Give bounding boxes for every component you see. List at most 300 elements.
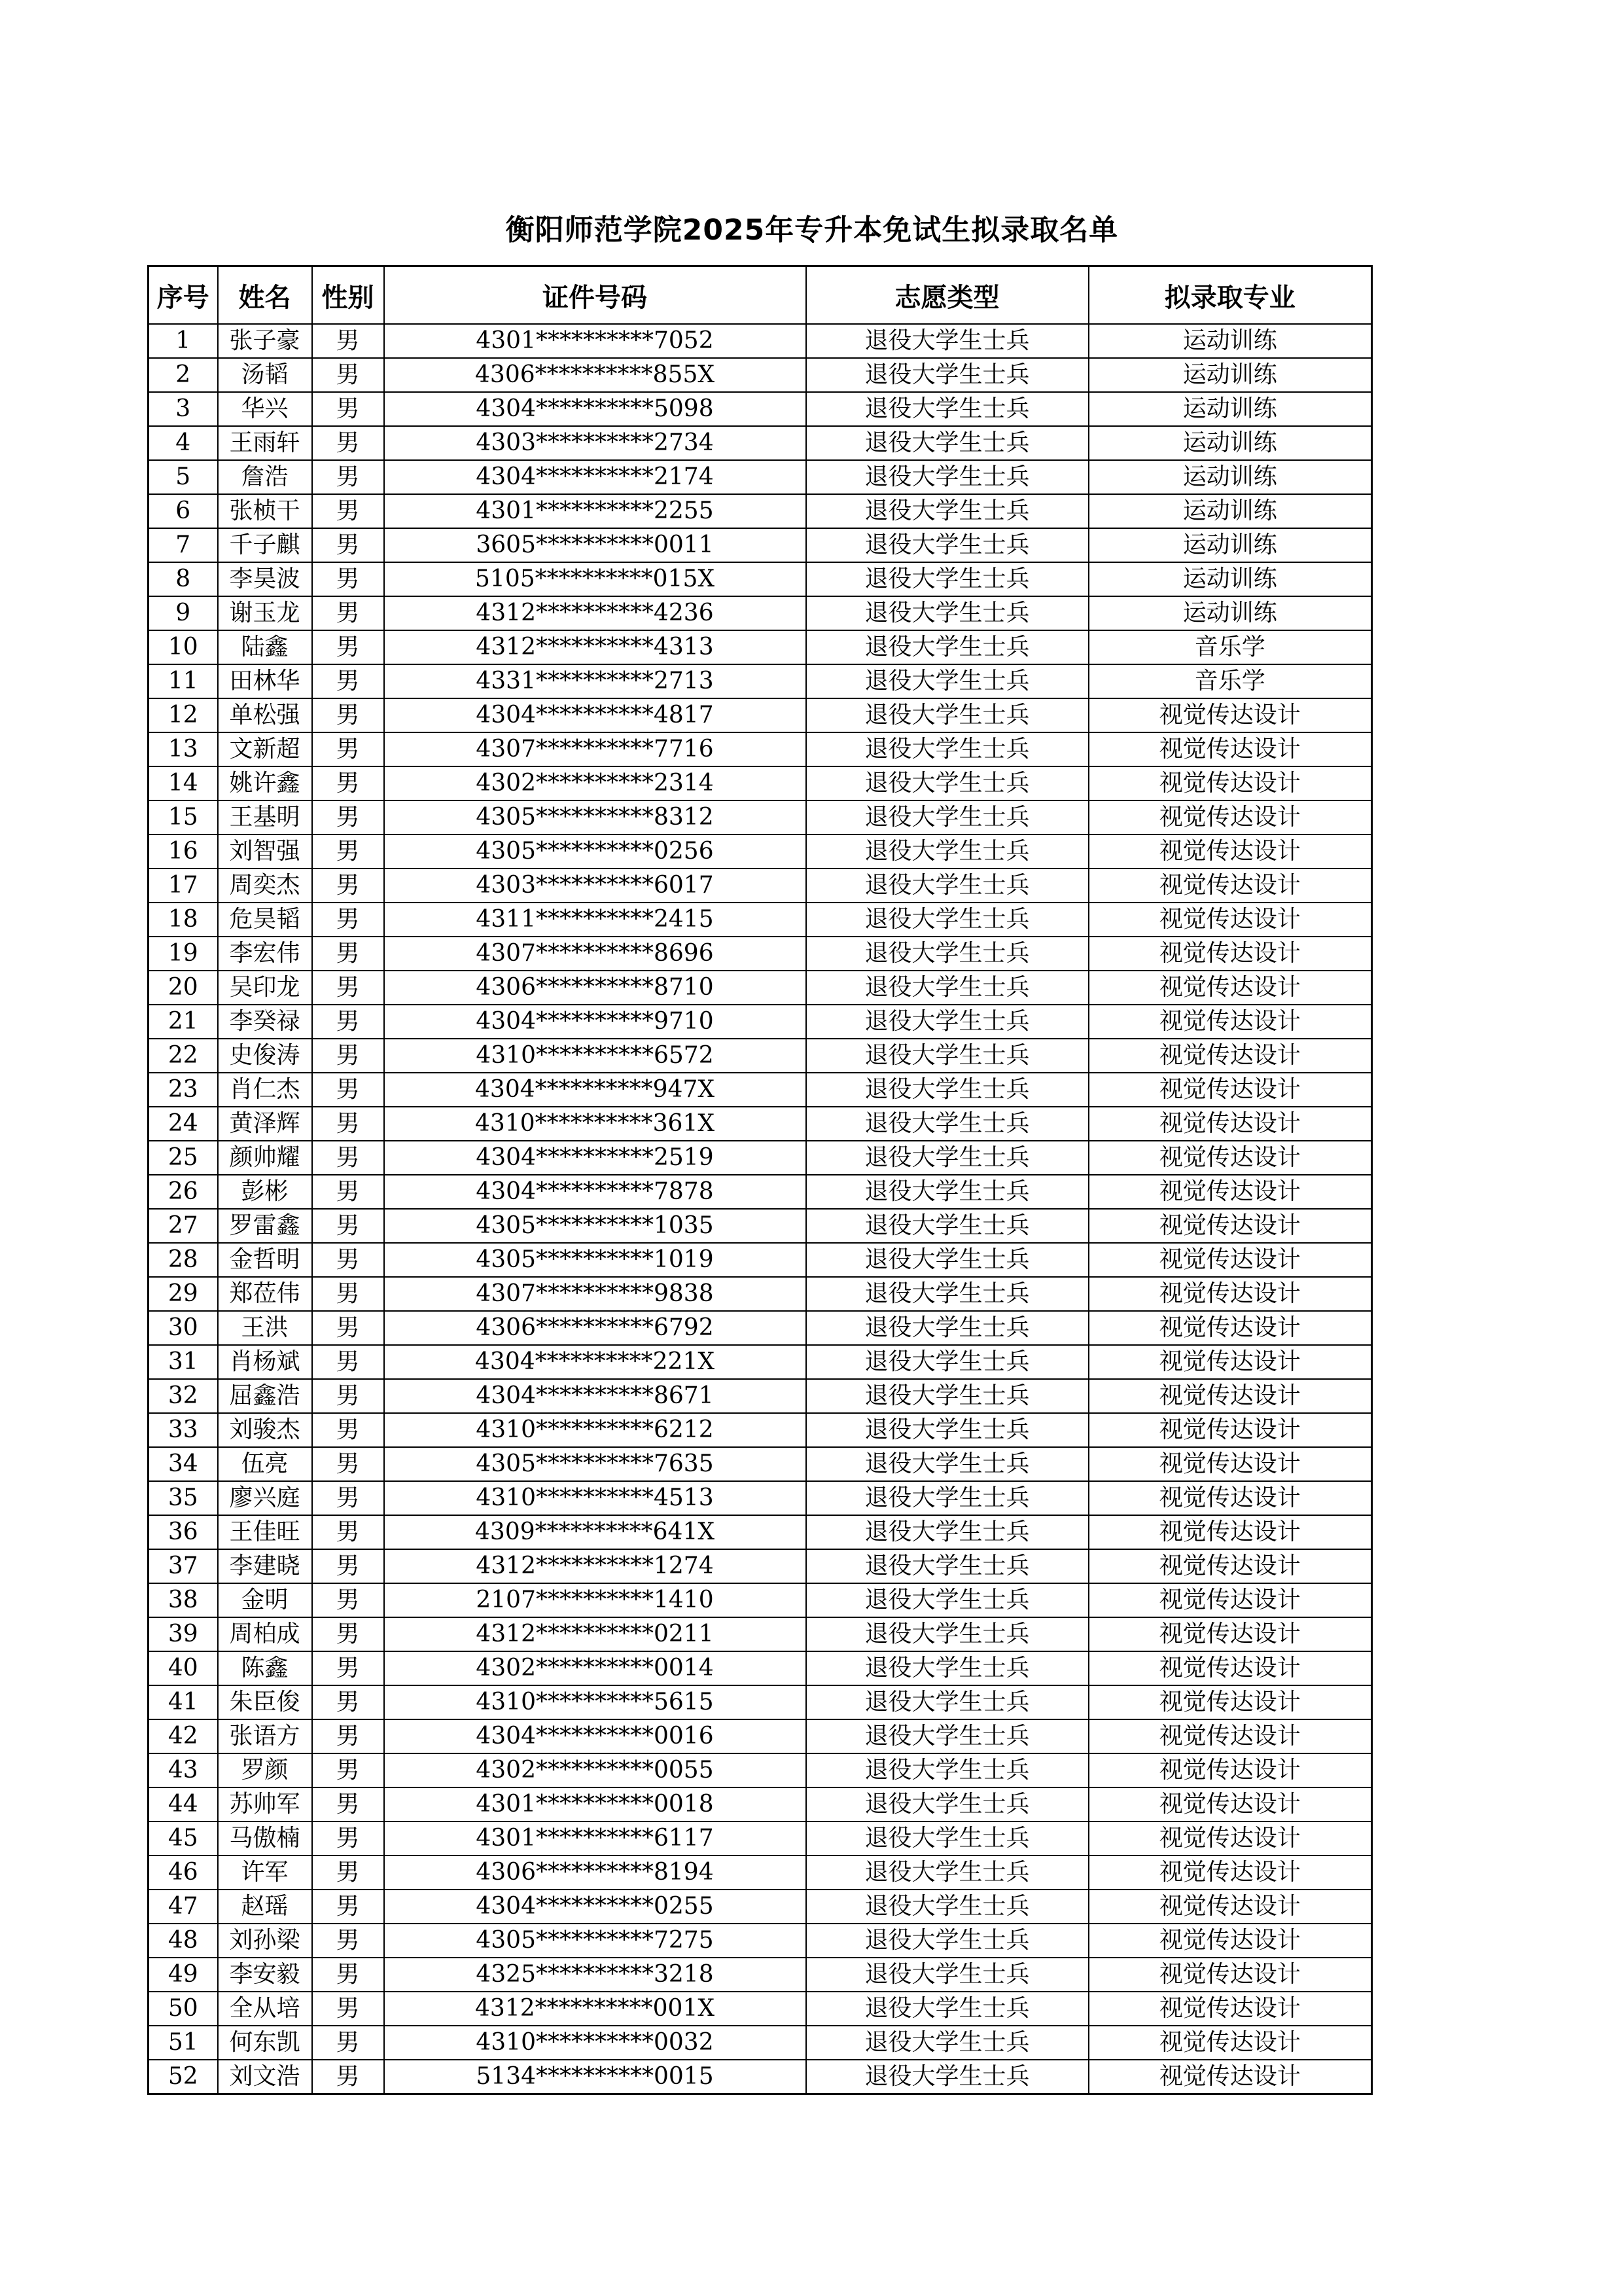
cell-id-number: 4306**********8194 [384, 1856, 806, 1890]
table-row [149, 630, 1372, 664]
cell-major: 视觉传达设计 [1089, 1549, 1372, 1583]
table-row [149, 1515, 1372, 1549]
table-row [149, 1958, 1372, 1992]
cell-major: 音乐学 [1089, 664, 1372, 698]
cell-name: 廖兴庭 [218, 1481, 312, 1515]
cell-seq: 10 [149, 630, 218, 664]
cell-name: 危昊韬 [218, 903, 312, 937]
cell-id-number: 4301**********2255 [384, 494, 806, 528]
cell-id-number: 4304**********4817 [384, 698, 806, 732]
column-header-major: 拟录取专业 [1089, 266, 1372, 325]
table-row [149, 1481, 1372, 1515]
cell-id-number: 5105**********015X [384, 562, 806, 596]
cell-application-type: 退役大学生士兵 [806, 1787, 1089, 1821]
cell-id-number: 4310**********361X [384, 1107, 806, 1141]
cell-name: 马傲楠 [218, 1821, 312, 1856]
cell-gender: 男 [312, 869, 384, 903]
cell-gender: 男 [312, 562, 384, 596]
cell-application-type: 退役大学生士兵 [806, 766, 1089, 800]
cell-name: 李昊波 [218, 562, 312, 596]
cell-gender: 男 [312, 1005, 384, 1039]
cell-application-type: 退役大学生士兵 [806, 732, 1089, 766]
cell-major: 视觉传达设计 [1089, 1992, 1372, 2026]
cell-seq: 14 [149, 766, 218, 800]
table-header-row [149, 266, 1372, 325]
table-row [149, 2060, 1372, 2094]
cell-gender: 男 [312, 698, 384, 732]
cell-major: 视觉传达设计 [1089, 1617, 1372, 1651]
cell-major: 视觉传达设计 [1089, 937, 1372, 971]
cell-major: 运动训练 [1089, 596, 1372, 630]
cell-application-type: 退役大学生士兵 [806, 834, 1089, 869]
cell-id-number: 4306**********8710 [384, 971, 806, 1005]
cell-seq: 26 [149, 1175, 218, 1209]
cell-name: 张语方 [218, 1719, 312, 1753]
cell-major: 视觉传达设计 [1089, 1481, 1372, 1515]
cell-major: 运动训练 [1089, 324, 1372, 358]
cell-major: 视觉传达设计 [1089, 869, 1372, 903]
cell-major: 视觉传达设计 [1089, 834, 1372, 869]
cell-gender: 男 [312, 971, 384, 1005]
cell-id-number: 4304**********2519 [384, 1141, 806, 1175]
cell-seq: 30 [149, 1311, 218, 1345]
cell-name: 李宏伟 [218, 937, 312, 971]
cell-gender: 男 [312, 1107, 384, 1141]
column-header-gender: 性别 [312, 266, 384, 325]
cell-id-number: 4304**********8671 [384, 1379, 806, 1413]
table-row [149, 324, 1372, 358]
cell-application-type: 退役大学生士兵 [806, 2060, 1089, 2094]
table-row [149, 2026, 1372, 2060]
cell-name: 周柏成 [218, 1617, 312, 1651]
cell-id-number: 4311**********2415 [384, 903, 806, 937]
cell-name: 罗颜 [218, 1753, 312, 1787]
cell-seq: 23 [149, 1073, 218, 1107]
cell-major: 运动训练 [1089, 358, 1372, 392]
cell-id-number: 4304**********947X [384, 1073, 806, 1107]
cell-major: 视觉传达设计 [1089, 1175, 1372, 1209]
cell-major: 视觉传达设计 [1089, 971, 1372, 1005]
cell-seq: 37 [149, 1549, 218, 1583]
cell-id-number: 4307**********9838 [384, 1277, 806, 1311]
cell-application-type: 退役大学生士兵 [806, 1039, 1089, 1073]
cell-application-type: 退役大学生士兵 [806, 1583, 1089, 1617]
table-row [149, 1243, 1372, 1277]
cell-seq: 7 [149, 528, 218, 562]
cell-application-type: 退役大学生士兵 [806, 1345, 1089, 1379]
cell-id-number: 4306**********6792 [384, 1311, 806, 1345]
cell-id-number: 4303**********6017 [384, 869, 806, 903]
cell-gender: 男 [312, 1651, 384, 1685]
cell-application-type: 退役大学生士兵 [806, 1311, 1089, 1345]
column-header-name: 姓名 [218, 266, 312, 325]
cell-gender: 男 [312, 426, 384, 460]
cell-major: 视觉传达设计 [1089, 1413, 1372, 1447]
cell-major: 视觉传达设计 [1089, 1787, 1372, 1821]
cell-application-type: 退役大学生士兵 [806, 1958, 1089, 1992]
column-header-id-number: 证件号码 [384, 266, 806, 325]
cell-seq: 45 [149, 1821, 218, 1856]
cell-gender: 男 [312, 1311, 384, 1345]
cell-id-number: 4301**********0018 [384, 1787, 806, 1821]
cell-name: 詹浩 [218, 460, 312, 494]
cell-seq: 48 [149, 1924, 218, 1958]
cell-seq: 46 [149, 1856, 218, 1890]
cell-gender: 男 [312, 1175, 384, 1209]
cell-application-type: 退役大学生士兵 [806, 1617, 1089, 1651]
cell-seq: 9 [149, 596, 218, 630]
cell-name: 王佳旺 [218, 1515, 312, 1549]
cell-name: 张子豪 [218, 324, 312, 358]
cell-id-number: 4312**********001X [384, 1992, 806, 2026]
cell-name: 赵瑶 [218, 1890, 312, 1924]
cell-application-type: 退役大学生士兵 [806, 1992, 1089, 2026]
cell-application-type: 退役大学生士兵 [806, 869, 1089, 903]
column-header-application-type: 志愿类型 [806, 266, 1089, 325]
table-row [149, 834, 1372, 869]
cell-name: 陆鑫 [218, 630, 312, 664]
table-row [149, 358, 1372, 392]
cell-seq: 39 [149, 1617, 218, 1651]
cell-major: 视觉传达设计 [1089, 1243, 1372, 1277]
cell-gender: 男 [312, 1924, 384, 1958]
cell-gender: 男 [312, 903, 384, 937]
cell-id-number: 4305**********1035 [384, 1209, 806, 1243]
table-row [149, 664, 1372, 698]
cell-id-number: 4307**********7716 [384, 732, 806, 766]
cell-name: 史俊涛 [218, 1039, 312, 1073]
cell-gender: 男 [312, 494, 384, 528]
cell-gender: 男 [312, 460, 384, 494]
cell-gender: 男 [312, 1890, 384, 1924]
cell-seq: 43 [149, 1753, 218, 1787]
cell-id-number: 4302**********2314 [384, 766, 806, 800]
cell-major: 视觉传达设计 [1089, 1005, 1372, 1039]
cell-major: 视觉传达设计 [1089, 1651, 1372, 1685]
cell-name: 刘文浩 [218, 2060, 312, 2094]
cell-seq: 35 [149, 1481, 218, 1515]
table-row [149, 1311, 1372, 1345]
table-row [149, 596, 1372, 630]
cell-gender: 男 [312, 1243, 384, 1277]
cell-seq: 25 [149, 1141, 218, 1175]
cell-id-number: 4310**********6572 [384, 1039, 806, 1073]
table-row [149, 1107, 1372, 1141]
cell-gender: 男 [312, 1209, 384, 1243]
cell-id-number: 4302**********0055 [384, 1753, 806, 1787]
cell-application-type: 退役大学生士兵 [806, 1549, 1089, 1583]
cell-id-number: 4304**********0016 [384, 1719, 806, 1753]
cell-name: 郑莅伟 [218, 1277, 312, 1311]
cell-gender: 男 [312, 2060, 384, 2094]
cell-gender: 男 [312, 664, 384, 698]
table-row [149, 1039, 1372, 1073]
cell-gender: 男 [312, 1719, 384, 1753]
cell-seq: 27 [149, 1209, 218, 1243]
cell-application-type: 退役大学生士兵 [806, 460, 1089, 494]
cell-name: 王基明 [218, 800, 312, 834]
cell-name: 周奕杰 [218, 869, 312, 903]
cell-seq: 33 [149, 1413, 218, 1447]
table-row [149, 1583, 1372, 1617]
cell-major: 视觉传达设计 [1089, 2060, 1372, 2094]
table-body [149, 324, 1372, 2094]
cell-application-type: 退役大学生士兵 [806, 1413, 1089, 1447]
cell-name: 李癸禄 [218, 1005, 312, 1039]
table-row [149, 1617, 1372, 1651]
cell-seq: 34 [149, 1447, 218, 1481]
cell-id-number: 4304**********7878 [384, 1175, 806, 1209]
cell-gender: 男 [312, 1992, 384, 2026]
cell-name: 王洪 [218, 1311, 312, 1345]
table-row [149, 1787, 1372, 1821]
cell-application-type: 退役大学生士兵 [806, 324, 1089, 358]
table-row [149, 494, 1372, 528]
cell-name: 陈鑫 [218, 1651, 312, 1685]
cell-gender: 男 [312, 1856, 384, 1890]
cell-gender: 男 [312, 800, 384, 834]
cell-seq: 47 [149, 1890, 218, 1924]
cell-application-type: 退役大学生士兵 [806, 596, 1089, 630]
cell-application-type: 退役大学生士兵 [806, 358, 1089, 392]
cell-name: 李建晓 [218, 1549, 312, 1583]
cell-major: 视觉传达设计 [1089, 698, 1372, 732]
cell-application-type: 退役大学生士兵 [806, 903, 1089, 937]
cell-name: 王雨轩 [218, 426, 312, 460]
cell-seq: 21 [149, 1005, 218, 1039]
cell-id-number: 2107**********1410 [384, 1583, 806, 1617]
cell-major: 视觉传达设计 [1089, 1719, 1372, 1753]
table-row [149, 1209, 1372, 1243]
cell-gender: 男 [312, 766, 384, 800]
cell-application-type: 退役大学生士兵 [806, 1209, 1089, 1243]
cell-application-type: 退役大学生士兵 [806, 1243, 1089, 1277]
cell-seq: 41 [149, 1685, 218, 1719]
cell-name: 肖仁杰 [218, 1073, 312, 1107]
cell-seq: 1 [149, 324, 218, 358]
table-row [149, 1413, 1372, 1447]
cell-name: 刘智强 [218, 834, 312, 869]
cell-major: 视觉传达设计 [1089, 1685, 1372, 1719]
cell-major: 视觉传达设计 [1089, 1209, 1372, 1243]
cell-id-number: 4305**********0256 [384, 834, 806, 869]
cell-major: 运动训练 [1089, 528, 1372, 562]
cell-seq: 3 [149, 392, 218, 426]
table-row [149, 562, 1372, 596]
cell-name: 汤韬 [218, 358, 312, 392]
cell-seq: 20 [149, 971, 218, 1005]
table-row [149, 426, 1372, 460]
cell-major: 视觉传达设计 [1089, 903, 1372, 937]
cell-major: 视觉传达设计 [1089, 1107, 1372, 1141]
cell-id-number: 4331**********2713 [384, 664, 806, 698]
cell-major: 视觉传达设计 [1089, 1515, 1372, 1549]
cell-application-type: 退役大学生士兵 [806, 562, 1089, 596]
page-title: 衡阳师范学院2025年专升本免试生拟录取名单 [505, 213, 1119, 247]
table-row [149, 1856, 1372, 1890]
cell-application-type: 退役大学生士兵 [806, 1856, 1089, 1890]
cell-id-number: 4304**********9710 [384, 1005, 806, 1039]
cell-application-type: 退役大学生士兵 [806, 426, 1089, 460]
cell-application-type: 退役大学生士兵 [806, 1515, 1089, 1549]
cell-name: 文新超 [218, 732, 312, 766]
cell-name: 吴印龙 [218, 971, 312, 1005]
cell-gender: 男 [312, 1787, 384, 1821]
cell-id-number: 4304**********0255 [384, 1890, 806, 1924]
cell-name: 罗雷鑫 [218, 1209, 312, 1243]
cell-application-type: 退役大学生士兵 [806, 1481, 1089, 1515]
cell-name: 何东凯 [218, 2026, 312, 2060]
cell-gender: 男 [312, 1515, 384, 1549]
cell-gender: 男 [312, 324, 384, 358]
table-row [149, 1379, 1372, 1413]
table-row [149, 1549, 1372, 1583]
cell-application-type: 退役大学生士兵 [806, 1924, 1089, 1958]
cell-seq: 15 [149, 800, 218, 834]
cell-major: 音乐学 [1089, 630, 1372, 664]
table-row [149, 1073, 1372, 1107]
cell-gender: 男 [312, 1141, 384, 1175]
cell-id-number: 4306**********855X [384, 358, 806, 392]
cell-application-type: 退役大学生士兵 [806, 698, 1089, 732]
table-row [149, 971, 1372, 1005]
cell-gender: 男 [312, 1277, 384, 1311]
cell-application-type: 退役大学生士兵 [806, 1753, 1089, 1787]
table-row [149, 1175, 1372, 1209]
cell-name: 华兴 [218, 392, 312, 426]
cell-id-number: 4305**********1019 [384, 1243, 806, 1277]
cell-seq: 19 [149, 937, 218, 971]
cell-gender: 男 [312, 1958, 384, 1992]
cell-seq: 8 [149, 562, 218, 596]
column-header-seq: 序号 [149, 266, 218, 325]
cell-gender: 男 [312, 392, 384, 426]
cell-application-type: 退役大学生士兵 [806, 494, 1089, 528]
cell-seq: 24 [149, 1107, 218, 1141]
cell-gender: 男 [312, 1345, 384, 1379]
cell-id-number: 4312**********4313 [384, 630, 806, 664]
table-row [149, 1719, 1372, 1753]
cell-id-number: 3605**********0011 [384, 528, 806, 562]
cell-id-number: 4304**********2174 [384, 460, 806, 494]
cell-major: 视觉传达设计 [1089, 1073, 1372, 1107]
cell-major: 视觉传达设计 [1089, 1856, 1372, 1890]
cell-major: 视觉传达设计 [1089, 1345, 1372, 1379]
table-row [149, 1992, 1372, 2026]
cell-application-type: 退役大学生士兵 [806, 1651, 1089, 1685]
cell-gender: 男 [312, 732, 384, 766]
cell-name: 屈鑫浩 [218, 1379, 312, 1413]
cell-major: 视觉传达设计 [1089, 1583, 1372, 1617]
cell-gender: 男 [312, 1617, 384, 1651]
cell-seq: 18 [149, 903, 218, 937]
cell-application-type: 退役大学生士兵 [806, 1379, 1089, 1413]
table-row [149, 1005, 1372, 1039]
table-row [149, 732, 1372, 766]
table-row [149, 903, 1372, 937]
cell-gender: 男 [312, 358, 384, 392]
cell-id-number: 4312**********4236 [384, 596, 806, 630]
cell-seq: 22 [149, 1039, 218, 1073]
table-row [149, 1277, 1372, 1311]
cell-application-type: 退役大学生士兵 [806, 1107, 1089, 1141]
cell-gender: 男 [312, 528, 384, 562]
cell-id-number: 4301**********7052 [384, 324, 806, 358]
cell-seq: 17 [149, 869, 218, 903]
cell-name: 姚许鑫 [218, 766, 312, 800]
cell-name: 单松强 [218, 698, 312, 732]
cell-application-type: 退役大学生士兵 [806, 937, 1089, 971]
cell-id-number: 4305**********7635 [384, 1447, 806, 1481]
cell-application-type: 退役大学生士兵 [806, 528, 1089, 562]
table-row [149, 1651, 1372, 1685]
cell-major: 视觉传达设计 [1089, 766, 1372, 800]
cell-seq: 12 [149, 698, 218, 732]
cell-id-number: 4309**********641X [384, 1515, 806, 1549]
cell-gender: 男 [312, 834, 384, 869]
cell-name: 颜帅耀 [218, 1141, 312, 1175]
cell-major: 视觉传达设计 [1089, 1141, 1372, 1175]
cell-name: 张桢干 [218, 494, 312, 528]
cell-seq: 32 [149, 1379, 218, 1413]
cell-gender: 男 [312, 1821, 384, 1856]
cell-id-number: 4301**********6117 [384, 1821, 806, 1856]
cell-seq: 6 [149, 494, 218, 528]
cell-name: 彭彬 [218, 1175, 312, 1209]
cell-application-type: 退役大学生士兵 [806, 1719, 1089, 1753]
cell-application-type: 退役大学生士兵 [806, 1175, 1089, 1209]
cell-name: 许军 [218, 1856, 312, 1890]
cell-id-number: 4310**********5615 [384, 1685, 806, 1719]
cell-id-number: 4310**********4513 [384, 1481, 806, 1515]
cell-gender: 男 [312, 1379, 384, 1413]
admission-table [147, 265, 1373, 2095]
cell-id-number: 5134**********0015 [384, 2060, 806, 2094]
cell-gender: 男 [312, 1039, 384, 1073]
cell-name: 伍亮 [218, 1447, 312, 1481]
table-row [149, 1345, 1372, 1379]
cell-application-type: 退役大学生士兵 [806, 1277, 1089, 1311]
cell-application-type: 退役大学生士兵 [806, 1073, 1089, 1107]
cell-id-number: 4304**********5098 [384, 392, 806, 426]
cell-name: 肖杨斌 [218, 1345, 312, 1379]
cell-application-type: 退役大学生士兵 [806, 1141, 1089, 1175]
table-row [149, 1890, 1372, 1924]
cell-major: 运动训练 [1089, 392, 1372, 426]
cell-major: 运动训练 [1089, 460, 1372, 494]
cell-gender: 男 [312, 1413, 384, 1447]
cell-name: 田林华 [218, 664, 312, 698]
cell-seq: 52 [149, 2060, 218, 2094]
cell-id-number: 4312**********0211 [384, 1617, 806, 1651]
cell-name: 黄泽辉 [218, 1107, 312, 1141]
cell-major: 运动训练 [1089, 426, 1372, 460]
cell-major: 视觉传达设计 [1089, 1447, 1372, 1481]
cell-seq: 42 [149, 1719, 218, 1753]
cell-gender: 男 [312, 1549, 384, 1583]
cell-application-type: 退役大学生士兵 [806, 800, 1089, 834]
table-row [149, 1141, 1372, 1175]
cell-name: 朱臣俊 [218, 1685, 312, 1719]
cell-gender: 男 [312, 1447, 384, 1481]
cell-gender: 男 [312, 596, 384, 630]
cell-gender: 男 [312, 937, 384, 971]
cell-application-type: 退役大学生士兵 [806, 2026, 1089, 2060]
cell-gender: 男 [312, 2026, 384, 2060]
cell-major: 视觉传达设计 [1089, 1379, 1372, 1413]
cell-major: 运动训练 [1089, 562, 1372, 596]
cell-seq: 38 [149, 1583, 218, 1617]
